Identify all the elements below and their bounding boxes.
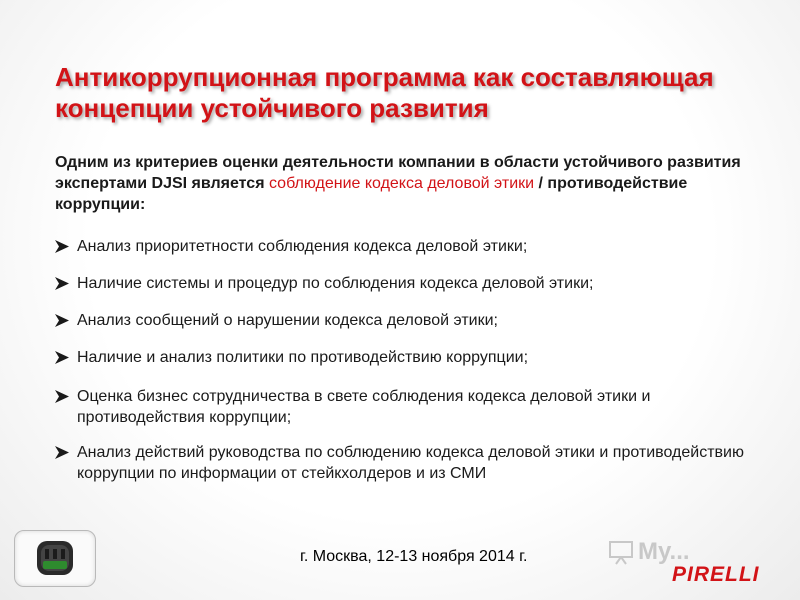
footer-date: г. Москва, 12-13 ноября 2014 г. (300, 548, 528, 565)
arrow-bullet-icon (55, 277, 69, 290)
intro-text-part2: / противодействие коррупции: (55, 175, 688, 213)
criteria-item (55, 273, 755, 294)
criteria-item (55, 310, 755, 331)
arrow-bullet-icon (55, 240, 69, 253)
pirelli-logo-text: PIRELLI (672, 563, 760, 586)
arrow-bullet-icon (55, 390, 69, 403)
criteria-item (55, 347, 755, 368)
criteria-list (55, 236, 755, 484)
arrow-bullet-icon (55, 351, 69, 364)
tyre-thumbnail (14, 530, 96, 587)
criteria-item (55, 442, 755, 484)
criteria-item-text: Оценка бизнес сотрудничества в свете соблюдения кодекса деловой этики и противодействия коррупции; (77, 388, 651, 426)
intro-text-part1: Одним из критериев оценки деятельности компании в области устойчивого развития экспертами DJSI является (55, 154, 741, 192)
presentation-icon (608, 539, 634, 565)
watermark-text: My... (638, 538, 690, 565)
criteria-item-text: Анализ действий руководства по соблюдению кодекса деловой этики и противодействию коррупции по информации от стейкхолдеров и из СМИ (77, 444, 744, 482)
pirelli-logo (672, 563, 782, 588)
tyre-icon (35, 539, 75, 577)
criteria-item (55, 236, 755, 257)
criteria-item-text: Наличие и анализ политики по противодействию коррупции; (77, 349, 529, 366)
slide-title: Антикоррупционная программа как составляющая концепции устойчивого развития (55, 62, 714, 123)
intro-paragraph (55, 152, 745, 215)
criteria-item-text: Наличие системы и процедур по соблюдения кодекса деловой этики; (77, 275, 594, 292)
criteria-item (55, 386, 755, 428)
watermark (608, 538, 690, 566)
arrow-bullet-icon (55, 446, 69, 459)
criteria-item-text: Анализ приоритетности соблюдения кодекса деловой этики; (77, 238, 528, 255)
criteria-item-text: Анализ сообщений о нарушении кодекса деловой этики; (77, 312, 498, 329)
arrow-bullet-icon (55, 314, 69, 327)
intro-accent-text: соблюдение кодекса деловой этики (268, 175, 535, 192)
